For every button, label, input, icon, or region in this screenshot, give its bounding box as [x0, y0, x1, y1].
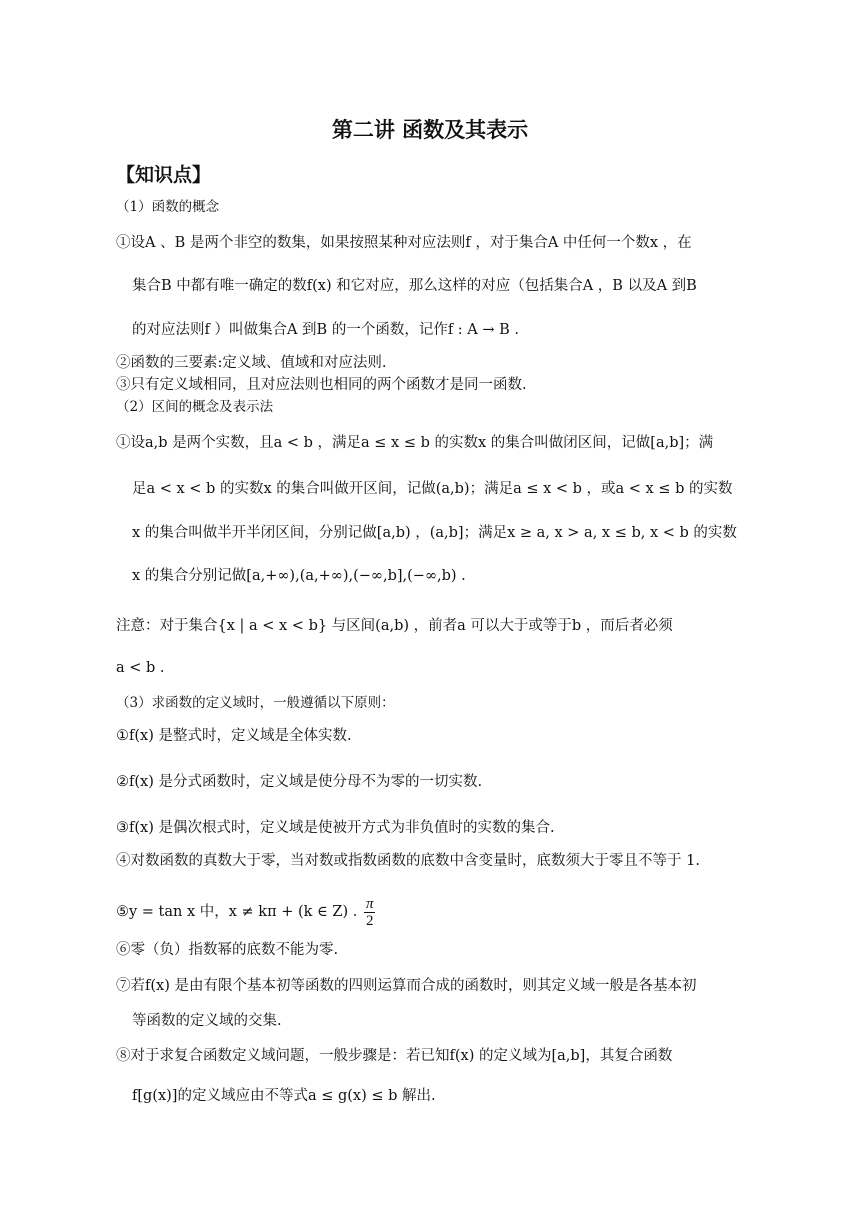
paragraph-line: x 的集合叫做半开半闭区间，分别记做[a,b) ，(a,b]；满足x ≥ a, x > a, x ≤ b, x < b 的实数: [132, 525, 737, 541]
rule-line: 等函数的定义域的交集.: [132, 1013, 282, 1029]
subsection-3: （3）求函数的定义域时，一般遵循以下原则：: [116, 695, 395, 711]
paragraph-line: 足a < x < b 的实数x 的集合叫做开区间，记做(a,b)；满足a ≤ x < b ，或a < x ≤ b 的实数: [132, 481, 733, 497]
subsection-1: （1）函数的概念: [116, 199, 220, 215]
rule-line: ⑥零（负）指数幂的底数不能为零.: [116, 942, 339, 958]
subsection-2: （2）区间的概念及表示法: [116, 399, 274, 415]
note-line: 注意：对于集合{x | a < x < b} 与区间(a,b) ，前者a 可以大于或等于b ，而后者必须: [116, 618, 673, 634]
paragraph-line: 集合B 中都有唯一确定的数f(x) 和它对应，那么这样的对应（包括集合A ，B 以及A 到B: [132, 278, 697, 294]
note-line: a < b .: [116, 660, 165, 676]
rule-line: ⑦若f(x) 是由有限个基本初等函数的四则运算而合成的函数时，则其定义域一般是各基本初: [116, 978, 697, 994]
paragraph-line: ①设A 、B 是两个非空的数集，如果按照某种对应法则f ，对于集合A 中任何一个数x ，在: [116, 235, 692, 251]
tan-rule-text: ⑤y = tan x 中，x ≠ kπ + (k ∈ Z) .: [116, 904, 358, 920]
rule-line: ③f(x) 是偶次根式时，定义域是使被开方式为非负值时的实数的集合.: [116, 820, 555, 836]
paragraph-line: x 的集合分别记做[a,+∞),(a,+∞),(−∞,b],(−∞,b) .: [132, 568, 466, 584]
paragraph-line: 的对应法则f ）叫做集合A 到B 的一个函数，记作f : A → B .: [132, 322, 520, 338]
fraction-denominator: 2: [365, 912, 374, 929]
paragraph-line: ②函数的三要素:定义域、值域和对应法则.: [116, 355, 387, 371]
rule-line: f[g(x)]的定义域应由不等式a ≤ g(x) ≤ b 解出.: [132, 1088, 436, 1104]
fraction-pi-over-2: [364, 896, 376, 929]
rule-line: ②f(x) 是分式函数时，定义域是使分母不为零的一切实数.: [116, 774, 483, 790]
rule-line: ④对数函数的真数大于零，当对数或指数函数的底数中含变量时，底数须大于零且不等于 1.: [116, 853, 700, 869]
page-title: 第二讲 函数及其表示: [331, 118, 529, 142]
paragraph-line: ①设a,b 是两个实数，且a < b ，满足a ≤ x ≤ b 的实数x 的集合叫做闭区间，记做[a,b]；满: [116, 435, 714, 451]
rule-line: ①f(x) 是整式时，定义域是全体实数.: [116, 728, 352, 744]
section-heading: 【知识点】: [116, 164, 212, 186]
fraction-numerator: π: [365, 895, 374, 912]
rule-line: ⑧对于求复合函数定义域问题，一般步骤是：若已知f(x) 的定义域为[a,b]，其复合函数: [116, 1048, 673, 1064]
rule-line-tan: [116, 892, 377, 932]
paragraph-line: ③只有定义域相同，且对应法则也相同的两个函数才是同一函数.: [116, 377, 527, 393]
